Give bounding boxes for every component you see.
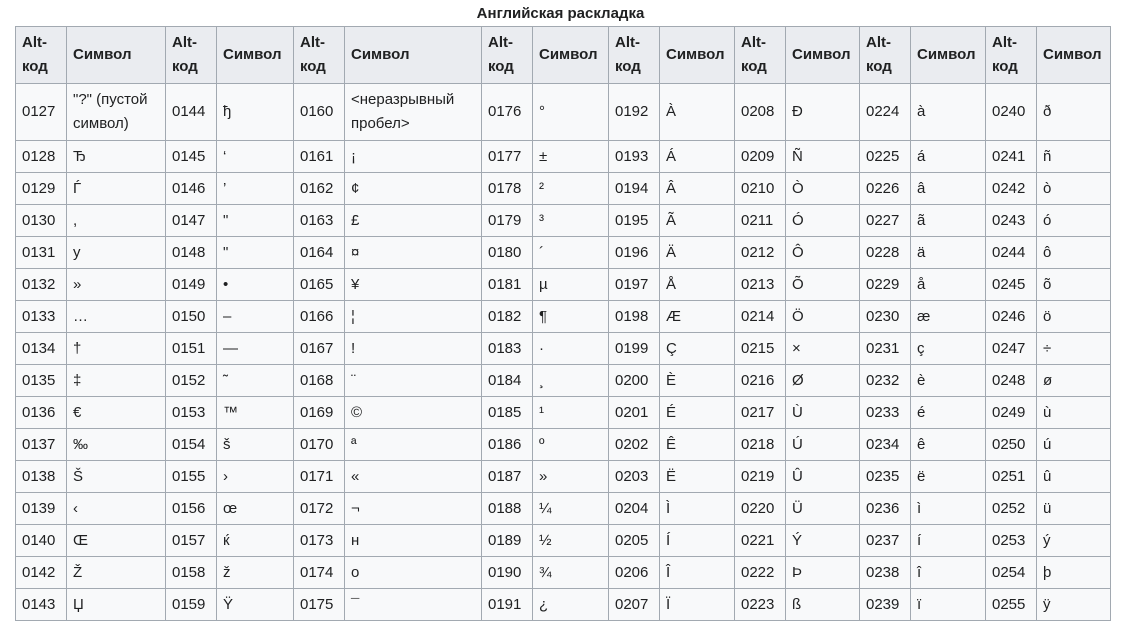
symbol-cell: ¯	[345, 589, 482, 621]
symbol-cell: ½	[533, 525, 609, 557]
symbol-cell: Ñ	[786, 141, 860, 173]
column-header-symbol: Символ	[533, 27, 609, 84]
symbol-cell: ¬	[345, 493, 482, 525]
alt-code-cell: 0164	[294, 237, 345, 269]
alt-code-cell: 0174	[294, 557, 345, 589]
symbol-cell: þ	[1037, 557, 1111, 589]
symbol-cell: š	[217, 429, 294, 461]
column-header-alt-code: Alt-код	[166, 27, 217, 84]
alt-code-cell: 0220	[735, 493, 786, 525]
symbol-cell: ï	[911, 589, 986, 621]
alt-code-cell: 0145	[166, 141, 217, 173]
column-header-alt-code: Alt-код	[735, 27, 786, 84]
alt-code-cell: 0243	[986, 205, 1037, 237]
alt-code-cell: 0248	[986, 365, 1037, 397]
alt-code-cell: 0251	[986, 461, 1037, 493]
symbol-cell: Ö	[786, 301, 860, 333]
alt-code-cell: 0193	[609, 141, 660, 173]
symbol-cell: ì	[911, 493, 986, 525]
alt-code-cell: 0162	[294, 173, 345, 205]
symbol-cell: Ò	[786, 173, 860, 205]
alt-code-cell: 0166	[294, 301, 345, 333]
symbol-cell: ‘	[217, 141, 294, 173]
alt-code-cell: 0218	[735, 429, 786, 461]
symbol-cell: †	[67, 333, 166, 365]
symbol-cell: Í	[660, 525, 735, 557]
alt-code-cell: 0224	[860, 84, 911, 141]
alt-code-cell: 0168	[294, 365, 345, 397]
alt-code-cell: 0160	[294, 84, 345, 141]
alt-code-cell: 0249	[986, 397, 1037, 429]
symbol-cell: ¨	[345, 365, 482, 397]
table-row	[16, 269, 1111, 301]
alt-code-cell: 0200	[609, 365, 660, 397]
alt-code-cell: 0128	[16, 141, 67, 173]
symbol-cell: û	[1037, 461, 1111, 493]
table-row	[16, 525, 1111, 557]
table-row	[16, 141, 1111, 173]
symbol-cell: Ú	[786, 429, 860, 461]
alt-code-cell: 0199	[609, 333, 660, 365]
alt-code-cell: 0151	[166, 333, 217, 365]
alt-code-cell: 0219	[735, 461, 786, 493]
symbol-cell: «	[345, 461, 482, 493]
table-row	[16, 333, 1111, 365]
symbol-cell: á	[911, 141, 986, 173]
alt-code-cell: 0233	[860, 397, 911, 429]
column-header-symbol: Символ	[1037, 27, 1111, 84]
alt-code-cell: 0225	[860, 141, 911, 173]
alt-code-cell: 0201	[609, 397, 660, 429]
table-row	[16, 493, 1111, 525]
alt-code-cell: 0252	[986, 493, 1037, 525]
alt-code-cell: 0255	[986, 589, 1037, 621]
alt-code-cell: 0232	[860, 365, 911, 397]
alt-code-cell: 0183	[482, 333, 533, 365]
header-row	[16, 27, 1111, 84]
symbol-cell: ý	[1037, 525, 1111, 557]
alt-code-cell: 0196	[609, 237, 660, 269]
alt-code-cell: 0198	[609, 301, 660, 333]
symbol-cell: ‡	[67, 365, 166, 397]
symbol-cell: Æ	[660, 301, 735, 333]
column-header-symbol: Символ	[786, 27, 860, 84]
alt-code-cell: 0172	[294, 493, 345, 525]
symbol-cell: ђ	[217, 84, 294, 141]
alt-code-cell: 0132	[16, 269, 67, 301]
alt-code-cell: 0154	[166, 429, 217, 461]
alt-code-cell: 0228	[860, 237, 911, 269]
alt-code-cell: 0146	[166, 173, 217, 205]
symbol-cell: ë	[911, 461, 986, 493]
alt-code-cell: 0207	[609, 589, 660, 621]
symbol-cell: ¹	[533, 397, 609, 429]
alt-code-cell: 0177	[482, 141, 533, 173]
column-header-symbol: Символ	[67, 27, 166, 84]
symbol-cell: ò	[1037, 173, 1111, 205]
symbol-cell: у	[67, 237, 166, 269]
symbol-cell: ,	[67, 205, 166, 237]
symbol-cell: Ï	[660, 589, 735, 621]
symbol-cell: Ž	[67, 557, 166, 589]
column-header-alt-code: Alt-код	[482, 27, 533, 84]
symbol-cell: õ	[1037, 269, 1111, 301]
symbol-cell: ü	[1037, 493, 1111, 525]
symbol-cell: –	[217, 301, 294, 333]
alt-code-cell: 0127	[16, 84, 67, 141]
alt-code-cell: 0143	[16, 589, 67, 621]
alt-code-cell: 0156	[166, 493, 217, 525]
symbol-cell: ¢	[345, 173, 482, 205]
alt-code-cell: 0212	[735, 237, 786, 269]
alt-code-cell: 0234	[860, 429, 911, 461]
alt-code-cell: 0130	[16, 205, 67, 237]
symbol-cell: €	[67, 397, 166, 429]
alt-code-cell: 0221	[735, 525, 786, 557]
symbol-cell: Ÿ	[217, 589, 294, 621]
symbol-cell: <неразрывный пробел>	[345, 84, 482, 141]
symbol-cell: ÿ	[1037, 589, 1111, 621]
symbol-cell: Å	[660, 269, 735, 301]
column-header-symbol: Символ	[660, 27, 735, 84]
table-row	[16, 461, 1111, 493]
symbol-cell: …	[67, 301, 166, 333]
alt-code-cell: 0155	[166, 461, 217, 493]
symbol-cell: Á	[660, 141, 735, 173]
alt-code-cell: 0176	[482, 84, 533, 141]
alt-code-cell: 0238	[860, 557, 911, 589]
alt-code-cell: 0138	[16, 461, 67, 493]
alt-code-cell: 0187	[482, 461, 533, 493]
symbol-cell: Ð	[786, 84, 860, 141]
symbol-cell: ’	[217, 173, 294, 205]
symbol-cell: ñ	[1037, 141, 1111, 173]
symbol-cell: ã	[911, 205, 986, 237]
symbol-cell: ¼	[533, 493, 609, 525]
alt-code-cell: 0180	[482, 237, 533, 269]
symbol-cell: Û	[786, 461, 860, 493]
alt-code-cell: 0211	[735, 205, 786, 237]
symbol-cell: ¥	[345, 269, 482, 301]
symbol-cell: ‹	[67, 493, 166, 525]
alt-code-cell: 0227	[860, 205, 911, 237]
symbol-cell: Ø	[786, 365, 860, 397]
alt-code-cell: 0157	[166, 525, 217, 557]
symbol-cell: ¸	[533, 365, 609, 397]
alt-code-cell: 0246	[986, 301, 1037, 333]
table-row	[16, 365, 1111, 397]
alt-code-cell: 0135	[16, 365, 67, 397]
table-row	[16, 237, 1111, 269]
alt-code-cell: 0222	[735, 557, 786, 589]
symbol-cell: ˜	[217, 365, 294, 397]
alt-code-cell: 0229	[860, 269, 911, 301]
alt-code-cell: 0153	[166, 397, 217, 429]
alt-code-cell: 0171	[294, 461, 345, 493]
alt-code-cell: 0152	[166, 365, 217, 397]
symbol-cell: ß	[786, 589, 860, 621]
symbol-cell: »	[533, 461, 609, 493]
alt-code-cell: 0209	[735, 141, 786, 173]
alt-code-cell: 0185	[482, 397, 533, 429]
alt-code-cell: 0213	[735, 269, 786, 301]
symbol-cell: ù	[1037, 397, 1111, 429]
symbol-cell: Š	[67, 461, 166, 493]
symbol-cell: °	[533, 84, 609, 141]
symbol-cell: Ü	[786, 493, 860, 525]
symbol-cell: ð	[1037, 84, 1111, 141]
alt-code-cell: 0203	[609, 461, 660, 493]
alt-code-cell: 0206	[609, 557, 660, 589]
alt-code-cell: 0142	[16, 557, 67, 589]
symbol-cell: ¶	[533, 301, 609, 333]
alt-code-cell: 0163	[294, 205, 345, 237]
alt-code-cell: 0245	[986, 269, 1037, 301]
symbol-cell: Ë	[660, 461, 735, 493]
symbol-cell: "?" (пустой символ)	[67, 84, 166, 141]
alt-code-cell: 0253	[986, 525, 1037, 557]
symbol-cell: Ì	[660, 493, 735, 525]
symbol-cell: º	[533, 429, 609, 461]
symbol-cell: ™	[217, 397, 294, 429]
table-row	[16, 429, 1111, 461]
symbol-cell: à	[911, 84, 986, 141]
symbol-cell: ú	[1037, 429, 1111, 461]
symbol-cell: £	[345, 205, 482, 237]
symbol-cell: »	[67, 269, 166, 301]
alt-code-cell: 0137	[16, 429, 67, 461]
alt-code-cell: 0182	[482, 301, 533, 333]
table-row	[16, 301, 1111, 333]
alt-code-cell: 0188	[482, 493, 533, 525]
alt-code-cell: 0173	[294, 525, 345, 557]
alt-code-cell: 0217	[735, 397, 786, 429]
alt-code-cell: 0194	[609, 173, 660, 205]
symbol-cell: ¦	[345, 301, 482, 333]
alt-code-cell: 0149	[166, 269, 217, 301]
symbol-cell: ¾	[533, 557, 609, 589]
alt-code-cell: 0140	[16, 525, 67, 557]
alt-code-cell: 0244	[986, 237, 1037, 269]
symbol-cell: Ѓ	[67, 173, 166, 205]
alt-code-cell: 0237	[860, 525, 911, 557]
symbol-cell: ô	[1037, 237, 1111, 269]
symbol-cell: •	[217, 269, 294, 301]
symbol-cell: —	[217, 333, 294, 365]
symbol-cell: "	[217, 205, 294, 237]
alt-code-cell: 0208	[735, 84, 786, 141]
alt-code-cell: 0133	[16, 301, 67, 333]
alt-code-cell: 0165	[294, 269, 345, 301]
symbol-cell: ²	[533, 173, 609, 205]
symbol-cell: н	[345, 525, 482, 557]
table-row	[16, 205, 1111, 237]
column-header-symbol: Символ	[911, 27, 986, 84]
symbol-cell: Ý	[786, 525, 860, 557]
alt-code-cell: 0223	[735, 589, 786, 621]
symbol-cell: ´	[533, 237, 609, 269]
symbol-cell: œ	[217, 493, 294, 525]
symbol-cell: "	[217, 237, 294, 269]
symbol-cell: ·	[533, 333, 609, 365]
symbol-cell: Þ	[786, 557, 860, 589]
column-header-alt-code: Alt-код	[860, 27, 911, 84]
alt-code-cell: 0167	[294, 333, 345, 365]
alt-codes-table	[15, 26, 1111, 621]
symbol-cell: É	[660, 397, 735, 429]
symbol-cell: ó	[1037, 205, 1111, 237]
alt-code-cell: 0250	[986, 429, 1037, 461]
table-body	[16, 84, 1111, 621]
symbol-cell: Ђ	[67, 141, 166, 173]
alt-code-cell: 0247	[986, 333, 1037, 365]
symbol-cell: â	[911, 173, 986, 205]
symbol-cell: Œ	[67, 525, 166, 557]
alt-code-cell: 0195	[609, 205, 660, 237]
alt-code-cell: 0161	[294, 141, 345, 173]
symbol-cell: ª	[345, 429, 482, 461]
symbol-cell: ©	[345, 397, 482, 429]
alt-code-cell: 0202	[609, 429, 660, 461]
alt-code-cell: 0254	[986, 557, 1037, 589]
symbol-cell: Џ	[67, 589, 166, 621]
alt-code-cell: 0147	[166, 205, 217, 237]
alt-code-cell: 0205	[609, 525, 660, 557]
alt-code-cell: 0169	[294, 397, 345, 429]
symbol-cell: é	[911, 397, 986, 429]
symbol-cell: ž	[217, 557, 294, 589]
symbol-cell: Ç	[660, 333, 735, 365]
alt-code-cell: 0226	[860, 173, 911, 205]
alt-code-cell: 0239	[860, 589, 911, 621]
symbol-cell: ç	[911, 333, 986, 365]
alt-code-cell: 0170	[294, 429, 345, 461]
table-row	[16, 84, 1111, 141]
symbol-cell: È	[660, 365, 735, 397]
symbol-cell: ќ	[217, 525, 294, 557]
symbol-cell: î	[911, 557, 986, 589]
alt-code-cell: 0181	[482, 269, 533, 301]
column-header-symbol: Символ	[217, 27, 294, 84]
column-header-symbol: Символ	[345, 27, 482, 84]
symbol-cell: ±	[533, 141, 609, 173]
alt-code-cell: 0184	[482, 365, 533, 397]
symbol-cell: å	[911, 269, 986, 301]
symbol-cell: ä	[911, 237, 986, 269]
alt-code-cell: 0216	[735, 365, 786, 397]
alt-code-cell: 0191	[482, 589, 533, 621]
table-row	[16, 173, 1111, 205]
column-header-alt-code: Alt-код	[986, 27, 1037, 84]
alt-code-cell: 0131	[16, 237, 67, 269]
alt-code-cell: 0230	[860, 301, 911, 333]
alt-code-cell: 0159	[166, 589, 217, 621]
symbol-cell: Â	[660, 173, 735, 205]
alt-code-cell: 0144	[166, 84, 217, 141]
alt-code-cell: 0150	[166, 301, 217, 333]
alt-code-cell: 0136	[16, 397, 67, 429]
alt-code-cell: 0240	[986, 84, 1037, 141]
symbol-cell: ø	[1037, 365, 1111, 397]
table-row	[16, 589, 1111, 621]
symbol-cell: ‰	[67, 429, 166, 461]
alt-code-cell: 0241	[986, 141, 1037, 173]
alt-code-cell: 0158	[166, 557, 217, 589]
symbol-cell: ö	[1037, 301, 1111, 333]
symbol-cell: ¡	[345, 141, 482, 173]
alt-code-cell: 0179	[482, 205, 533, 237]
symbol-cell: Õ	[786, 269, 860, 301]
symbol-cell: è	[911, 365, 986, 397]
column-header-alt-code: Alt-код	[609, 27, 660, 84]
column-header-alt-code: Alt-код	[294, 27, 345, 84]
symbol-cell: æ	[911, 301, 986, 333]
symbol-cell: À	[660, 84, 735, 141]
alt-code-cell: 0236	[860, 493, 911, 525]
alt-code-cell: 0197	[609, 269, 660, 301]
symbol-cell: Î	[660, 557, 735, 589]
symbol-cell: µ	[533, 269, 609, 301]
alt-code-cell: 0215	[735, 333, 786, 365]
alt-code-cell: 0139	[16, 493, 67, 525]
symbol-cell: ÷	[1037, 333, 1111, 365]
alt-code-cell: 0192	[609, 84, 660, 141]
symbol-cell: í	[911, 525, 986, 557]
symbol-cell: Ù	[786, 397, 860, 429]
symbol-cell: Ó	[786, 205, 860, 237]
table-caption: Английская раскладка	[476, 5, 645, 22]
alt-code-cell: 0235	[860, 461, 911, 493]
alt-code-cell: 0231	[860, 333, 911, 365]
symbol-cell: ê	[911, 429, 986, 461]
symbol-cell: Ê	[660, 429, 735, 461]
symbol-cell: ³	[533, 205, 609, 237]
alt-code-cell: 0189	[482, 525, 533, 557]
symbol-cell: Ô	[786, 237, 860, 269]
table-row	[16, 557, 1111, 589]
alt-code-cell: 0129	[16, 173, 67, 205]
alt-code-cell: 0210	[735, 173, 786, 205]
symbol-cell: ¿	[533, 589, 609, 621]
column-header-alt-code: Alt-код	[16, 27, 67, 84]
alt-code-cell: 0178	[482, 173, 533, 205]
alt-code-cell: 0148	[166, 237, 217, 269]
alt-code-cell: 0190	[482, 557, 533, 589]
alt-code-cell: 0242	[986, 173, 1037, 205]
alt-code-cell: 0214	[735, 301, 786, 333]
alt-code-cell: 0204	[609, 493, 660, 525]
symbol-cell: ¤	[345, 237, 482, 269]
symbol-cell: ›	[217, 461, 294, 493]
symbol-cell: Ä	[660, 237, 735, 269]
table-row	[16, 397, 1111, 429]
symbol-cell: о	[345, 557, 482, 589]
symbol-cell: Ã	[660, 205, 735, 237]
alt-code-cell: 0175	[294, 589, 345, 621]
symbol-cell: ×	[786, 333, 860, 365]
alt-code-cell: 0186	[482, 429, 533, 461]
alt-code-cell: 0134	[16, 333, 67, 365]
symbol-cell: !	[345, 333, 482, 365]
